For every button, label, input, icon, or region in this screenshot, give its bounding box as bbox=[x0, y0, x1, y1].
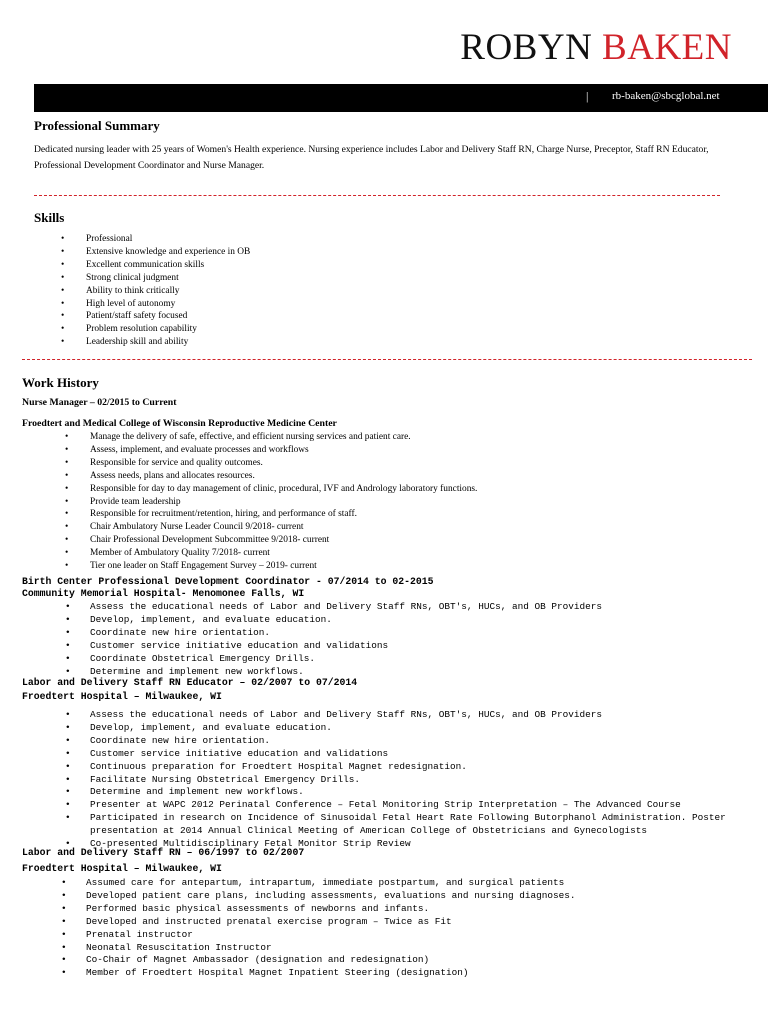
list-item: • Professional bbox=[86, 233, 250, 246]
section-divider bbox=[34, 195, 720, 196]
list-item: • Patient/staff safety focused bbox=[86, 310, 250, 323]
list-item: • Assess the educational needs of Labor and Delivery Staff RNs, OBT's, HUCs, and OB Providers bbox=[90, 601, 602, 614]
list-item: • Tier one leader on Staff Engagement Survey – 2019- current bbox=[90, 560, 477, 573]
list-item: • Responsible for service and quality outcomes. bbox=[90, 457, 477, 470]
list-item: • Facilitate Nursing Obstetrical Emergency Drills. bbox=[90, 774, 745, 787]
job-title: Birth Center Professional Development Coordinator - 07/2014 to 02-2015 bbox=[22, 576, 434, 587]
list-item: • Coordinate new hire orientation. bbox=[90, 627, 602, 640]
skills-list bbox=[86, 233, 250, 349]
first-name: ROBYN bbox=[460, 27, 593, 68]
last-name: BAKEN bbox=[602, 27, 732, 68]
job-title: Nurse Manager – 02/2015 to Current bbox=[22, 397, 177, 408]
list-item: • Developed and instructed prenatal exercise program – Twice as Fit bbox=[86, 916, 575, 929]
job-duties-list bbox=[90, 709, 745, 851]
list-item: • Assess, implement, and evaluate processes and workflows bbox=[90, 444, 477, 457]
list-item: • Provide team leadership bbox=[90, 496, 477, 509]
list-item: • Member of Froedtert Hospital Magnet Inpatient Steering (designation) bbox=[86, 967, 575, 980]
list-item: • Assess the educational needs of Labor and Delivery Staff RNs, OBT's, HUCs, and OB Providers bbox=[90, 709, 745, 722]
list-item: • Presenter at WAPC 2012 Perinatal Conference – Fetal Monitoring Strip Interpretation – The Advanced Course bbox=[90, 799, 745, 812]
list-item: • Excellent communication skills bbox=[86, 259, 250, 272]
list-item: • Assumed care for antepartum, intrapartum, immediate postpartum, and surgical patients bbox=[86, 877, 575, 890]
list-item: • Continuous preparation for Froedtert Hospital Magnet redesignation. bbox=[90, 761, 745, 774]
list-item: • Customer service initiative education and validations bbox=[90, 748, 745, 761]
summary-text: Dedicated nursing leader with 25 years of Women's Health experience. Nursing experience includes Labor and Delivery Staff RN, Charge Nurse, Preceptor, Staff RN Educator, Professional Development Coordinator and Nurse Manager. bbox=[34, 144, 709, 171]
list-item: • Develop, implement, and evaluate education. bbox=[90, 722, 745, 735]
job-duties-list bbox=[86, 877, 575, 980]
list-item: • Problem resolution capability bbox=[86, 323, 250, 336]
list-item: • Neonatal Resuscitation Instructor bbox=[86, 942, 575, 955]
list-item: • Developed patient care plans, including assessments, evaluations and nursing diagnoses. bbox=[86, 890, 575, 903]
candidate-name bbox=[0, 26, 732, 70]
list-item: • Responsible for day to day management of clinic, procedural, IVF and Andrology laboratory functions. bbox=[90, 483, 477, 496]
job-employer: Froedtert Hospital – Milwaukee, WI bbox=[22, 691, 222, 702]
list-item: • Coordinate Obstetrical Emergency Drills. bbox=[90, 653, 602, 666]
job-title: Labor and Delivery Staff RN Educator – 02/2007 to 07/2014 bbox=[22, 677, 358, 688]
work-history-heading: Work History bbox=[22, 375, 99, 390]
list-item: • Ability to think critically bbox=[86, 285, 250, 298]
list-item: • Coordinate new hire orientation. bbox=[90, 735, 745, 748]
job-duties-list bbox=[90, 431, 477, 573]
job-employer: Froedtert and Medical College of Wisconsin Reproductive Medicine Center bbox=[22, 418, 337, 429]
list-item: • Responsible for recruitment/retention, hiring, and performance of staff. bbox=[90, 508, 477, 521]
list-item: • Co-Chair of Magnet Ambassador (designation and redesignation) bbox=[86, 954, 575, 967]
contact-bar bbox=[34, 84, 768, 112]
list-item: • Manage the delivery of safe, effective, and efficient nursing services and patient care. bbox=[90, 431, 477, 444]
list-item: • Determine and implement new workflows. bbox=[90, 786, 745, 799]
list-item: • Participated in research on Incidence of Sinusoidal Fetal Heart Rate Following Butorphanol Administration. Poster presentation at 2014 Annual Clinical Meeting of American College of Obstetricians and Gynecologists bbox=[90, 812, 745, 838]
list-item: • Member of Ambulatory Quality 7/2018- current bbox=[90, 547, 477, 560]
summary-heading: Professional Summary bbox=[34, 118, 160, 133]
job-employer: Froedtert Hospital – Milwaukee, WI bbox=[22, 863, 222, 874]
email-address[interactable]: rb-baken@sbcglobal.net bbox=[612, 90, 720, 102]
list-item: • Customer service initiative education and validations bbox=[90, 640, 602, 653]
list-item: • Co-presented Multidisciplinary Fetal Monitor Strip Review bbox=[90, 838, 745, 851]
list-item: • Chair Professional Development Subcommittee 9/2018- current bbox=[90, 534, 477, 547]
section-divider bbox=[22, 359, 752, 360]
list-item: • Strong clinical judgment bbox=[86, 272, 250, 285]
list-item: • Develop, implement, and evaluate education. bbox=[90, 614, 602, 627]
list-item: • Prenatal instructor bbox=[86, 929, 575, 942]
list-item: • Leadership skill and ability bbox=[86, 336, 250, 349]
list-item: • Determine and implement new workflows. bbox=[90, 666, 602, 679]
list-item: • Performed basic physical assessments of newborns and infants. bbox=[86, 903, 575, 916]
list-item: • High level of autonomy bbox=[86, 298, 250, 311]
skills-heading: Skills bbox=[34, 210, 65, 225]
list-item: • Assess needs, plans and allocates resources. bbox=[90, 470, 477, 483]
job-employer: Community Memorial Hospital- Menomonee Falls, WI bbox=[22, 588, 305, 599]
contact-divider: | bbox=[586, 89, 589, 103]
job-duties-list bbox=[90, 601, 602, 678]
job-title: Labor and Delivery Staff RN – 06/1997 to 02/2007 bbox=[22, 847, 305, 858]
list-item: • Chair Ambulatory Nurse Leader Council 9/2018- current bbox=[90, 521, 477, 534]
list-item: • Extensive knowledge and experience in OB bbox=[86, 246, 250, 259]
